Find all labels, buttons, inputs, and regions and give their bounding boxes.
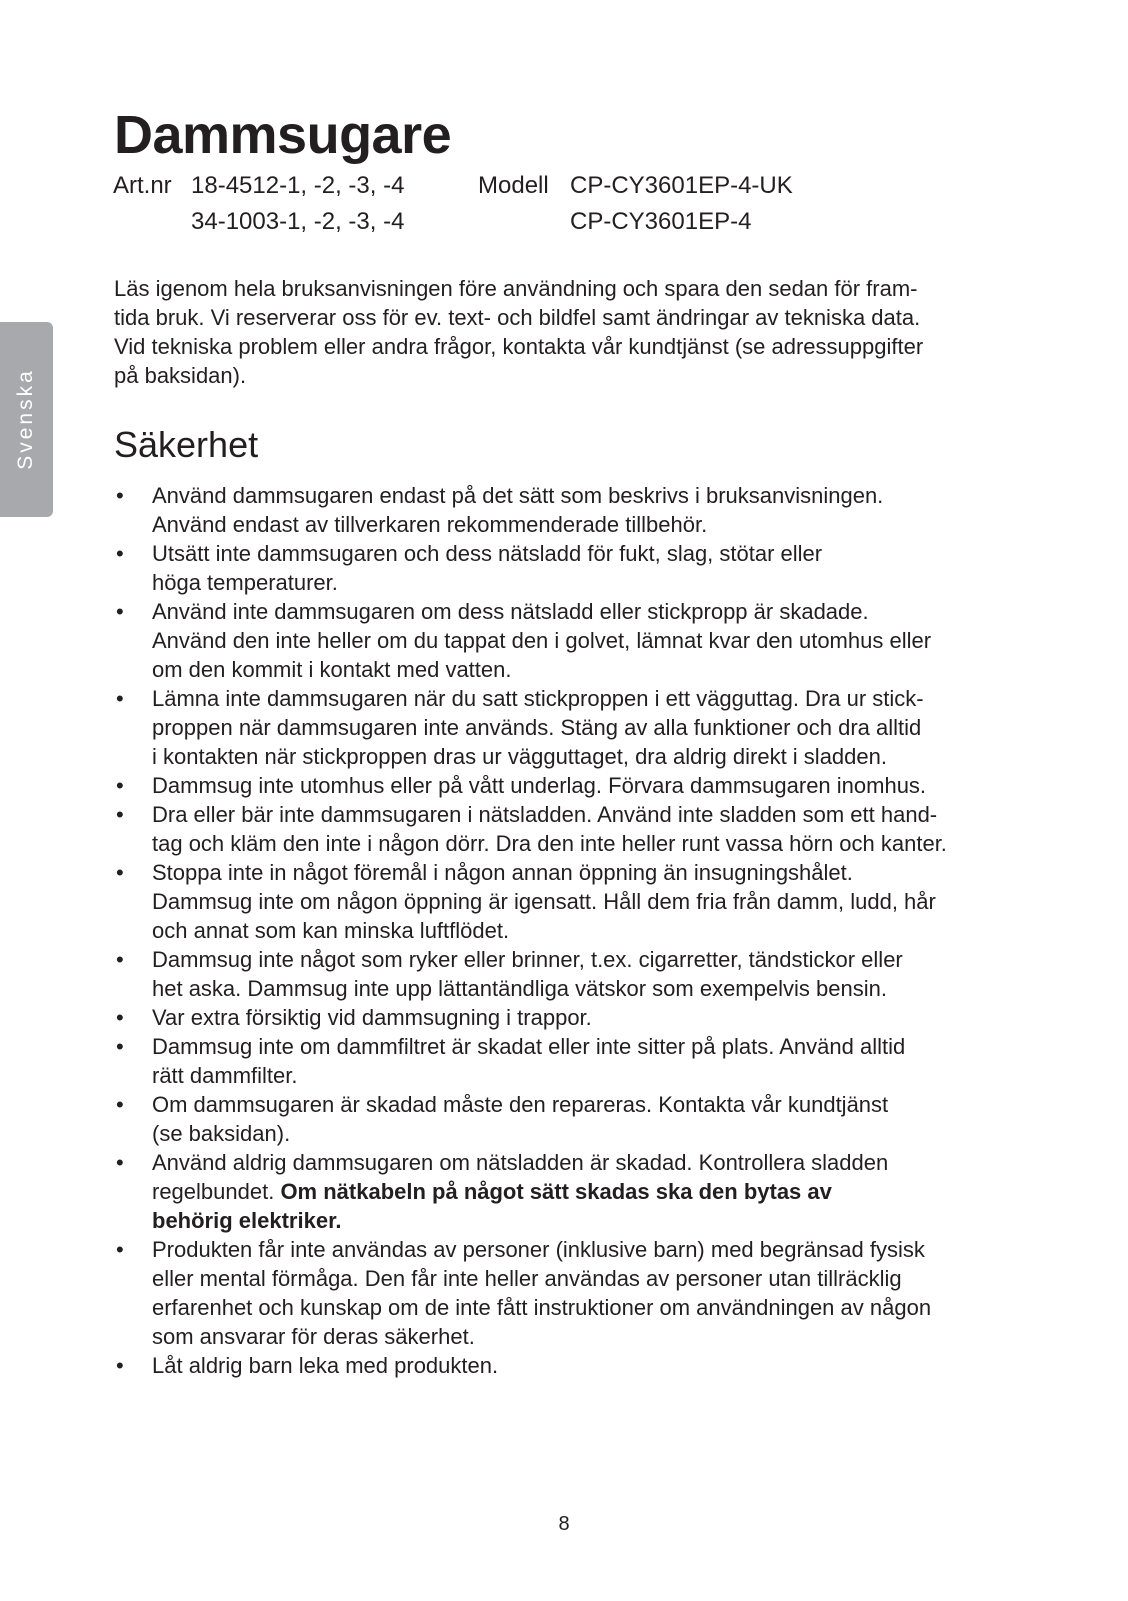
safety-heading: Säkerhet [114,424,259,465]
safety-item-line: Dammsug inte om dammfiltret är skadat eller inte sitter på plats. Använd alltid [152,1034,906,1059]
safety-item [114,1090,1014,1148]
bullet-icon: • [116,599,124,624]
bullet-icon: • [116,1034,124,1059]
safety-item [114,539,1014,597]
safety-item-line: om den kommit i kontakt med vatten. [152,657,512,682]
page-number: 8 [558,1513,570,1535]
replacement-warning-bold: behörig elektriker. [152,1208,342,1233]
safety-item-line: höga temperaturer. [152,570,338,595]
bullet-icon: • [116,1150,124,1175]
safety-item [114,945,1014,1003]
safety-item-line: i kontakten när stickproppen dras ur vägguttaget, dra aldrig direkt i sladden. [152,744,887,769]
intro-paragraph [114,274,994,390]
bullet-icon: • [116,483,124,508]
page-title: Dammsugare [114,105,452,165]
safety-item [114,481,1014,539]
bullet-icon: • [116,1005,124,1030]
safety-item [114,597,1014,684]
safety-item-line: Låt aldrig barn leka med produkten. [152,1353,499,1378]
safety-item-line: som ansvarar för deras säkerhet. [152,1324,475,1349]
safety-item-line: Använd dammsugaren endast på det sätt som beskrivs i bruksanvisningen. [152,483,884,508]
safety-item [114,800,1014,858]
safety-item-line: proppen när dammsugaren inte används. Stäng av alla funktioner och dra alltid [152,715,922,740]
safety-item-line: Stoppa inte in något föremål i någon annan öppning än insugningshålet. [152,860,853,885]
bullet-icon: • [116,686,124,711]
safety-item [114,684,1014,771]
safety-item-line: Dammsug inte något som ryker eller brinner, t.ex. cigarretter, tändstickor eller [152,947,903,972]
model-number-2: CP-CY3601EP-4 [570,208,752,235]
language-side-tab [0,322,53,517]
bullet-icon: • [116,860,124,885]
intro-line: på baksidan). [114,363,247,388]
safety-item [114,1003,1014,1032]
safety-item-line: erfarenhet och kunskap om de inte fått instruktioner om användningen av någon [152,1295,932,1320]
replacement-warning-bold: Om nätkabeln på något sätt skadas ska den bytas av [280,1179,832,1204]
safety-item-line: tag och kläm den inte i någon dörr. Dra den inte heller runt vassa hörn och kanter. [152,831,947,856]
bullet-icon: • [116,802,124,827]
intro-line: tida bruk. Vi reserverar oss för ev. text- och bildfel samt ändringar av tekniska data. [114,305,921,330]
safety-item-line: Använd endast av tillverkaren rekommenderade tillbehör. [152,512,708,537]
safety-list [114,481,1014,1380]
safety-item-text: regelbundet. [152,1179,281,1204]
safety-item-line: Använd aldrig dammsugaren om nätsladden är skadad. Kontrollera sladden [152,1150,889,1175]
safety-item-line: het aska. Dammsug inte upp lättantändliga vätskor som exempelvis bensin. [152,976,887,1001]
safety-item [114,858,1014,945]
safety-item [114,771,1014,800]
model-label: Modell [478,172,549,199]
intro-line: Läs igenom hela bruksanvisningen före användning och spara den sedan för fram- [114,276,918,301]
article-numbers-line-2: 34-1003-1, -2, -3, -4 [191,208,405,235]
safety-item-line: (se baksidan). [152,1121,291,1146]
safety-item [114,1235,1014,1351]
bullet-icon: • [116,1237,124,1262]
safety-item-line: Använd den inte heller om du tappat den i golvet, lämnat kvar den utomhus eller [152,628,932,653]
bullet-icon: • [116,1092,124,1117]
model-number-1: CP-CY3601EP-4-UK [570,172,793,199]
bullet-icon: • [116,947,124,972]
safety-item [114,1032,1014,1090]
safety-item-power-cord-warning [114,1148,1014,1235]
intro-line: Vid tekniska problem eller andra frågor, kontakta vår kundtjänst (se adressuppgifter [114,334,924,359]
safety-item [114,1351,1014,1380]
safety-item-line: Dra eller bär inte dammsugaren i nätsladden. Använd inte sladden som ett hand- [152,802,938,827]
safety-item-line: eller mental förmåga. Den får inte heller användas av personer utan tillräcklig [152,1266,902,1291]
article-number-label: Art.nr [113,172,172,199]
safety-item-line: Utsätt inte dammsugaren och dess nätsladd för fukt, slag, stötar eller [152,541,823,566]
safety-item-line: Använd inte dammsugaren om dess nätsladd eller stickpropp är skadade. [152,599,869,624]
safety-item-line: Var extra försiktig vid dammsugning i trappor. [152,1005,592,1030]
safety-item-line: Dammsug inte utomhus eller på vått underlag. Förvara dammsugaren inomhus. [152,773,927,798]
safety-item-line: Produkten får inte användas av personer (inklusive barn) med begränsad fysisk [152,1237,925,1262]
safety-item-line: och annat som kan minska luftflödet. [152,918,510,943]
language-tab-label: Svenska [14,368,37,470]
bullet-icon: • [116,773,124,798]
safety-item-line [152,1177,1014,1206]
bullet-icon: • [116,541,124,566]
bullet-icon: • [116,1353,124,1378]
safety-item-line: Om dammsugaren är skadad måste den repareras. Kontakta vår kundtjänst [152,1092,889,1117]
article-numbers-line-1: 18-4512-1, -2, -3, -4 [191,172,405,199]
safety-item-line: Dammsug inte om någon öppning är igensatt. Håll dem fria från damm, ludd, hår [152,889,936,914]
safety-item-line: rätt dammfilter. [152,1063,298,1088]
safety-item-line: Lämna inte dammsugaren när du satt stickproppen i ett vägguttag. Dra ur stick- [152,686,924,711]
